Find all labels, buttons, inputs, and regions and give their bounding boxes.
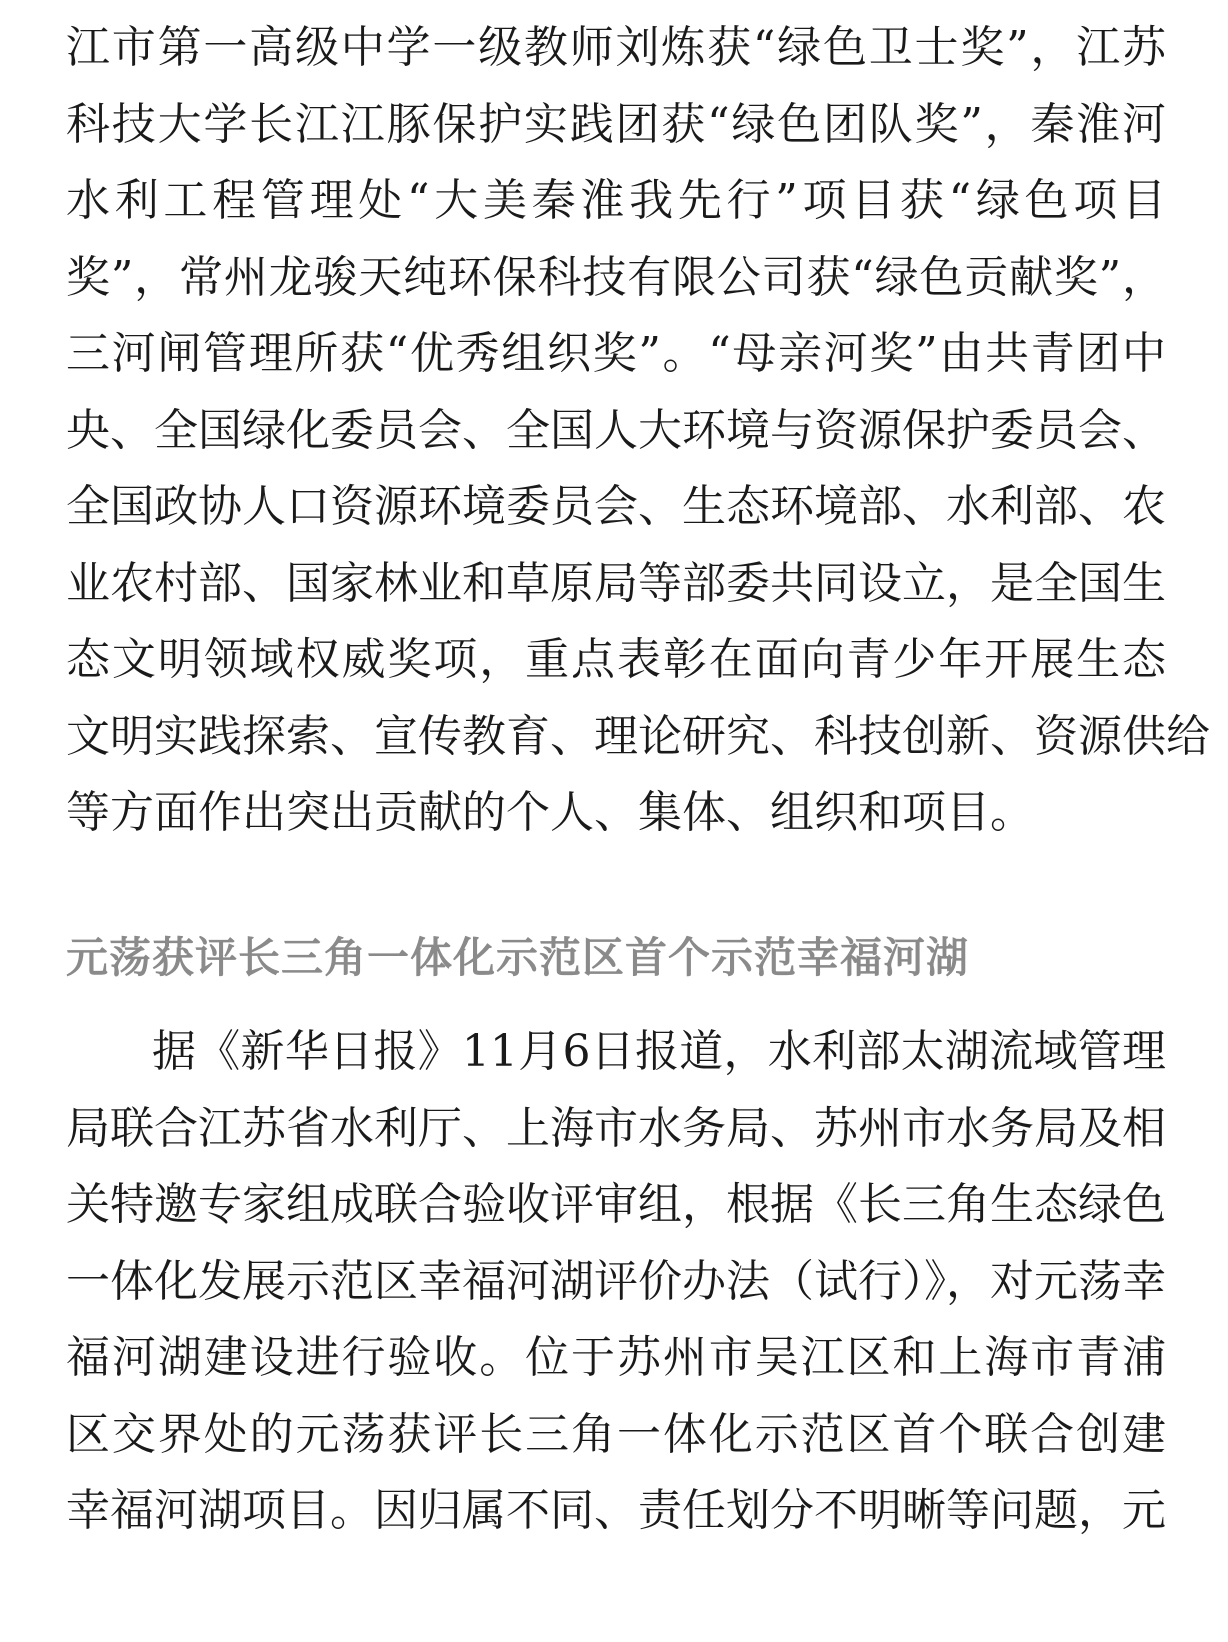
text-line: 文明实践探索、宣传教育、理论研究、科技创新、资源供给 <box>66 710 1210 762</box>
text-line: 三河闸管理所获“优秀组织奖”。“母亲河奖”由共青团中 <box>66 328 1166 379</box>
text-line: 局联合江苏省水利厅、上海市水务局、苏州市水务局及相 <box>66 1102 1166 1154</box>
text-line: 奖”，常州龙骏天纯环保科技有限公司获“绿色贡献奖”， <box>66 251 1166 303</box>
text-line: 业农村部、国家林业和草原局等部委共同设立，是全国生 <box>66 557 1166 609</box>
text-line: 关特邀专家组成联合验收评审组，根据《长三角生态绿色 <box>66 1179 1166 1230</box>
text-line: 全国政协人口资源环境委员会、生态环境部、水利部、农 <box>66 481 1166 532</box>
text-line: 一体化发展示范区幸福河湖评价办法（试行）》，对元荡幸 <box>66 1255 1166 1307</box>
text-line: 科技大学长江江豚保护实践团获“绿色团队奖”，秦淮河 <box>66 98 1166 150</box>
section-heading: 元荡获评长三角一体化示范区首个示范幸福河湖 <box>66 933 970 982</box>
text-line: 福河湖建设进行验收。位于苏州市吴江区和上海市青浦 <box>66 1332 1166 1383</box>
text-line: 水利工程管理处“大美秦淮我先行”项目获“绿色项目 <box>66 175 1166 226</box>
text-line: 江市第一高级中学一级教师刘炼获“绿色卫士奖”，江苏 <box>66 22 1166 73</box>
text-line: 区交界处的元荡获评长三角一体化示范区首个联合创建 <box>66 1408 1166 1460</box>
text-line: 态文明领域权威奖项，重点表彰在面向青少年开展生态 <box>66 634 1166 685</box>
text-line: 据《新华日报》11月6日报道，水利部太湖流域管理 <box>152 1026 1166 1077</box>
text-line: 央、全国绿化委员会、全国人大环境与资源保护委员会、 <box>66 404 1166 456</box>
text-line: 幸福河湖项目。因归属不同、责任划分不明晰等问题，元 <box>66 1485 1166 1536</box>
document-page <box>66 0 1210 1642</box>
text-line: 等方面作出突出贡献的个人、集体、组织和项目。 <box>66 787 1034 838</box>
